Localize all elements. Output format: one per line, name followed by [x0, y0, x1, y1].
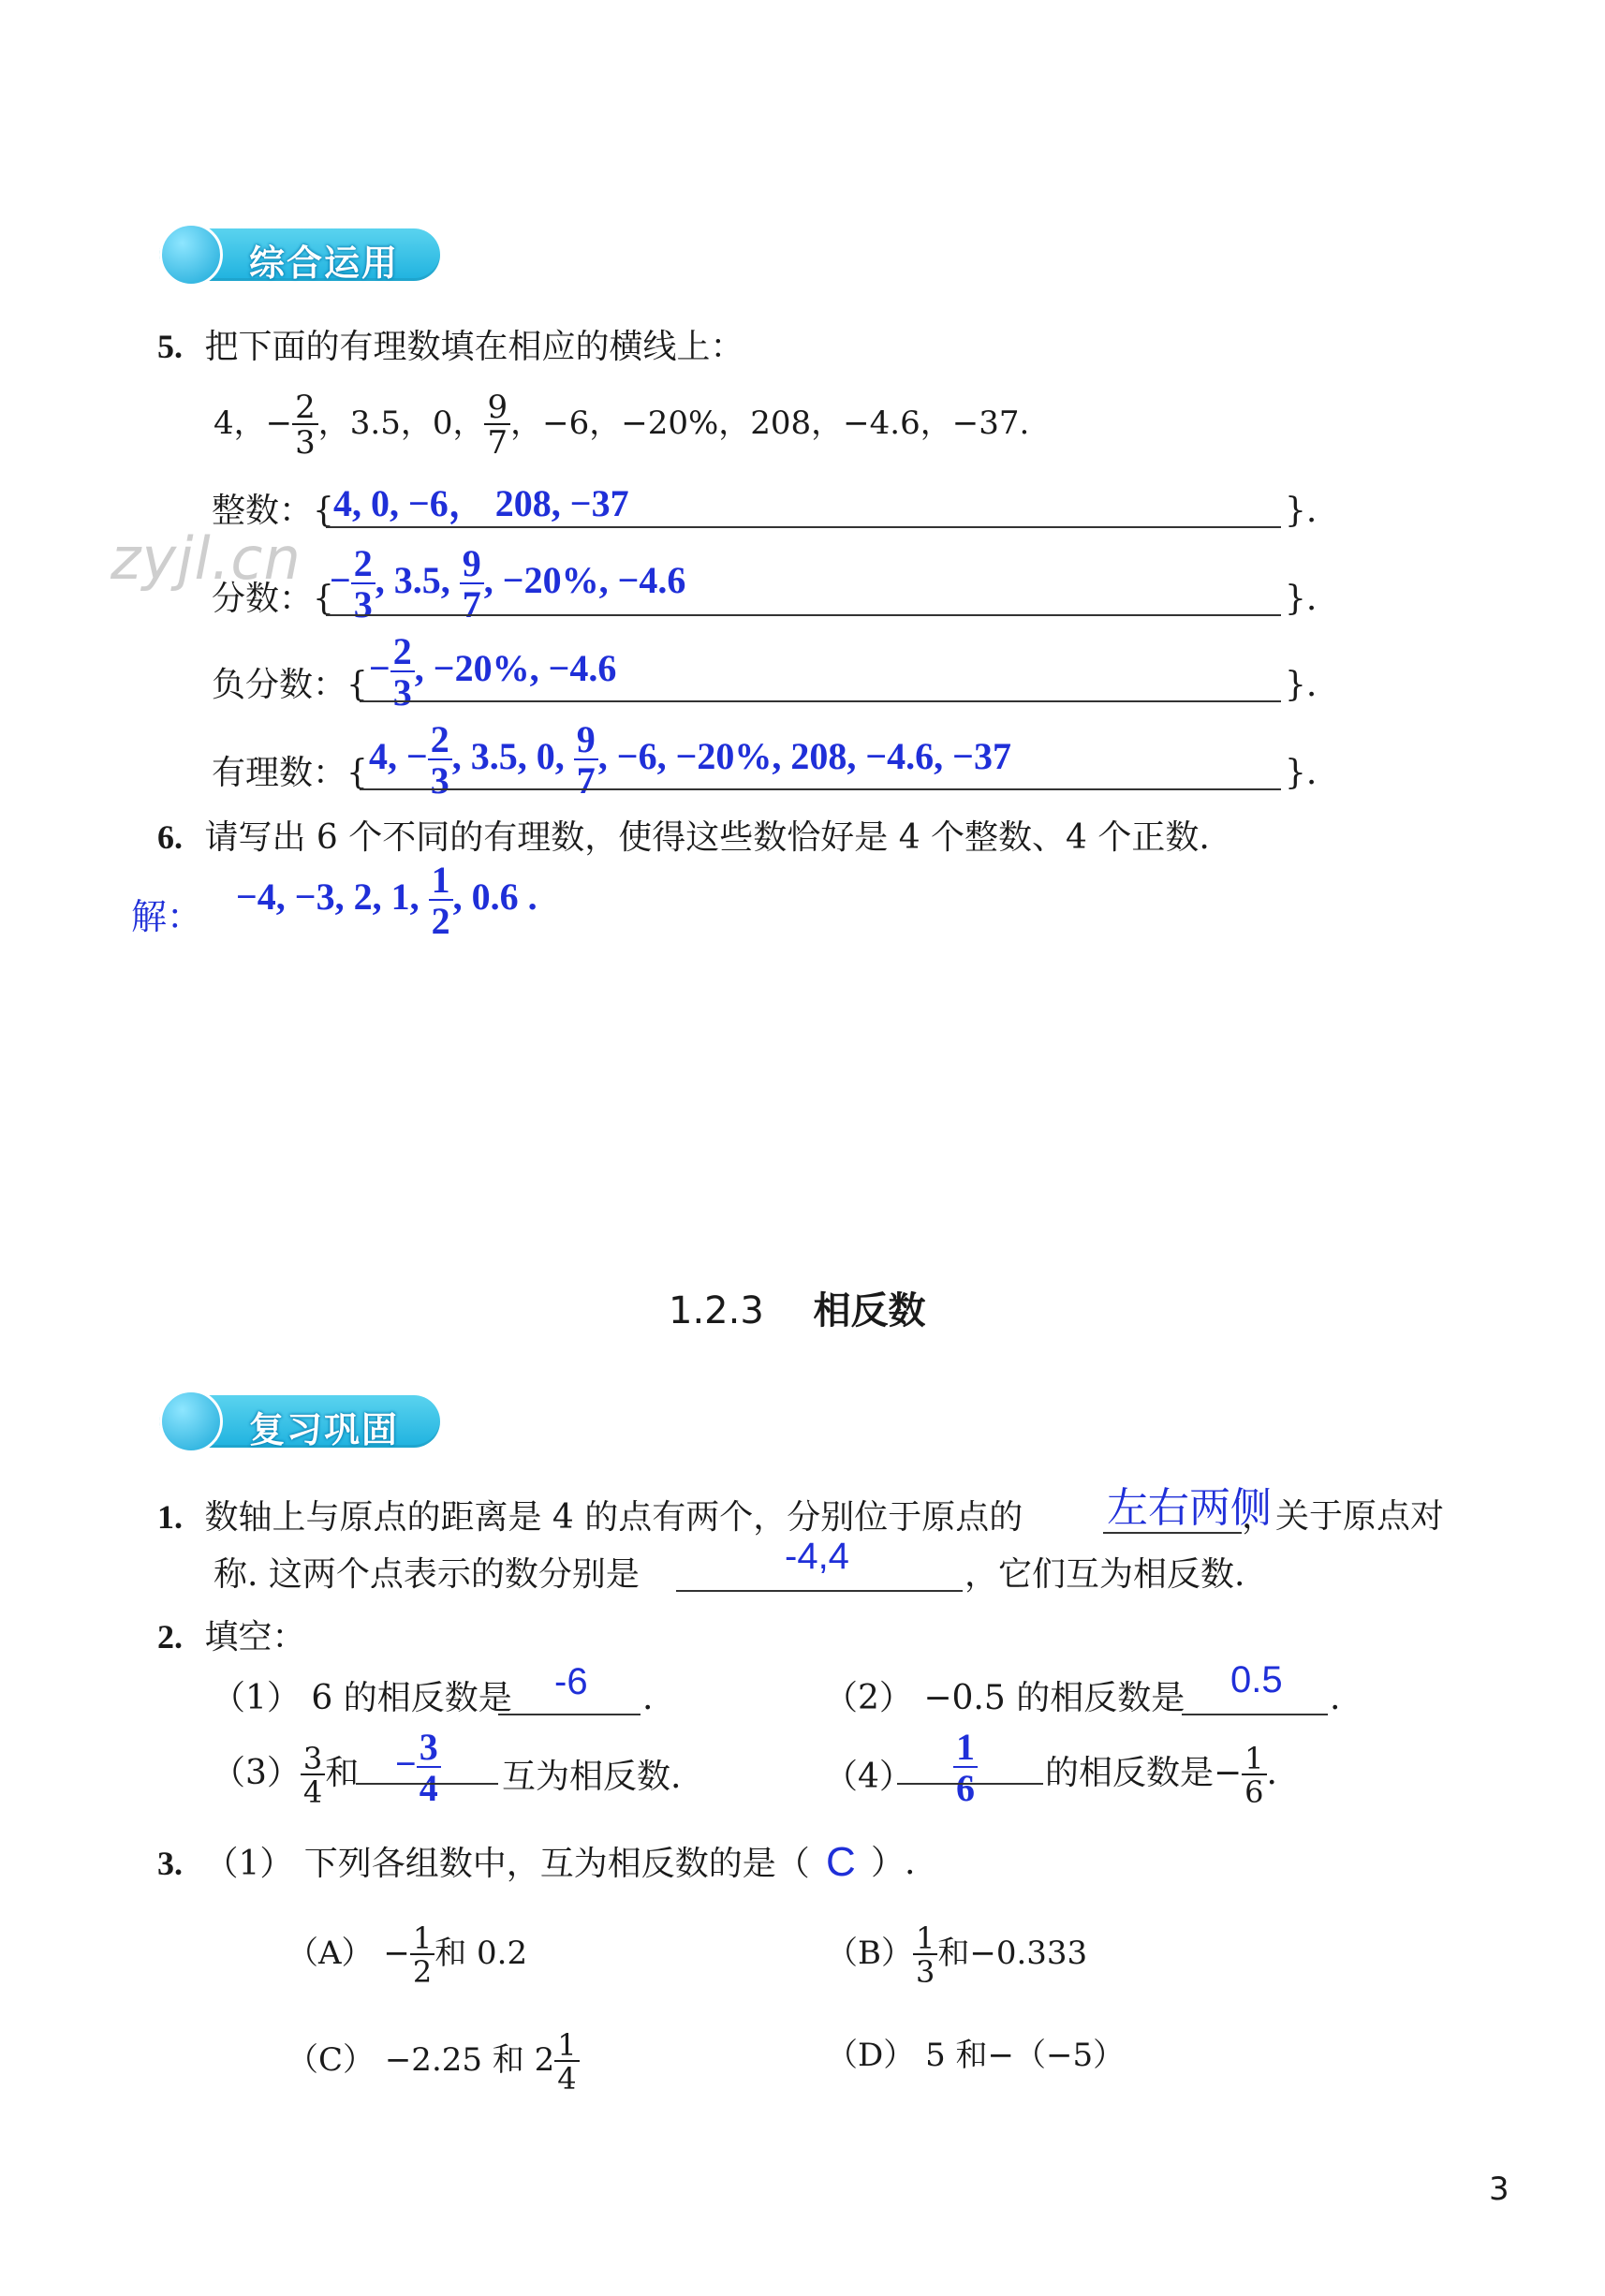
question-number: 3. — [157, 1845, 183, 1882]
numerator: 2 — [392, 630, 412, 672]
choice-answer: C — [826, 1839, 856, 1885]
banner-emblem-icon — [159, 1390, 223, 1453]
row-label: 负分数：{ — [212, 666, 368, 704]
integers-answer: 4, 0, −6， 208, −37 — [333, 482, 629, 524]
denominator: 2 — [410, 1953, 434, 1987]
part-3 — [212, 1741, 360, 1810]
row-close: }. — [1285, 666, 1318, 704]
answer-part-4 — [953, 1726, 978, 1809]
denominator: 7 — [460, 582, 484, 624]
answer-line — [897, 1783, 1043, 1785]
option-label: （D） 5 和−（−5） — [826, 2037, 1126, 2074]
option-label: （C） −2.25 和 2 — [287, 2041, 555, 2079]
fraction — [953, 1726, 978, 1809]
part-end: 互为相反数. — [502, 1758, 682, 1796]
part-4 — [1045, 1741, 1277, 1810]
solution-answer — [236, 861, 537, 940]
fraction — [913, 1921, 937, 1990]
part-end: . — [642, 1679, 654, 1717]
row-label: 分数：{ — [212, 580, 334, 618]
part-text: 的相反数是− — [1045, 1754, 1243, 1792]
fractions-row — [212, 582, 334, 616]
numerator: 2 — [353, 542, 373, 584]
denominator: 4 — [417, 1766, 441, 1807]
question-stem: 填空： — [204, 1618, 306, 1656]
denominator: 4 — [301, 1774, 325, 1807]
question-stem: 请写出 6 个不同的有理数，使得这些数恰好是 4 个整数、4 个正数. — [204, 818, 1210, 857]
heading-title: 相反数 — [813, 1289, 926, 1332]
numerator: 1 — [916, 1921, 935, 1956]
answer-part-3 — [395, 1726, 441, 1809]
denominator: 3 — [428, 758, 452, 800]
fraction — [417, 1726, 441, 1809]
fraction — [460, 542, 484, 626]
part-end: . — [1330, 1679, 1341, 1717]
option-d — [826, 2037, 1126, 2074]
option-label: （A） − — [287, 1935, 410, 1972]
answer-sides: 左右两侧 — [1107, 1485, 1272, 1531]
numerator: 2 — [430, 718, 449, 760]
row-label: 有理数：{ — [212, 754, 368, 792]
question-stem: （1） 下列各组数中，互为相反数的是（ — [204, 1845, 810, 1883]
part-1: （1） 6 的相反数是 — [212, 1679, 512, 1717]
part-end: . — [1266, 1754, 1277, 1792]
heading-number: 1.2.3 — [669, 1289, 764, 1332]
question-stem: 把下面的有理数填在相应的横线上： — [204, 328, 744, 366]
row-close: }. — [1285, 580, 1318, 618]
numerator: 3 — [302, 1741, 323, 1776]
answer-points: -4,4 — [785, 1536, 849, 1577]
denominator: 3 — [351, 582, 375, 624]
part-label: （3） — [212, 1754, 301, 1792]
fraction — [292, 389, 318, 462]
question-number: 2. — [157, 1618, 183, 1656]
answer-text: − — [330, 559, 351, 602]
row-close: }. — [1285, 754, 1318, 792]
numerator: 1 — [557, 2027, 577, 2063]
question-text: ，它们互为相反数. — [964, 1555, 1245, 1594]
question-stem-end: ）. — [871, 1844, 916, 1882]
answer-text: , −20%, −4.6 — [483, 559, 686, 602]
solution-label: 解： — [131, 896, 203, 937]
option-label: （B） — [826, 1935, 913, 1972]
answer-line — [326, 614, 1281, 616]
review-question-1 — [157, 1500, 1023, 1535]
integers-row — [212, 494, 334, 528]
option-text: 和 0.2 — [434, 1935, 528, 1972]
review-question-2 — [157, 1620, 305, 1655]
denominator: 3 — [292, 423, 318, 459]
row-close: }. — [1285, 492, 1318, 530]
review-question-1-line2 — [214, 1555, 640, 1594]
question-number: 6. — [157, 818, 183, 856]
question-text: ，关于原点对 — [1242, 1497, 1445, 1536]
denominator: 3 — [390, 670, 415, 712]
review-question-3 — [157, 1847, 810, 1881]
numerator: 9 — [462, 542, 481, 584]
denominator: 6 — [1242, 1774, 1266, 1807]
list-text: ，3.5，0， — [317, 405, 485, 442]
section-banner-comprehensive — [159, 228, 440, 284]
option-a — [287, 1921, 528, 1990]
watermark: zyjl.cn — [110, 524, 302, 593]
list-text: 4，− — [214, 405, 293, 442]
list-text: ，−6，−20%，208，−4.6，−37. — [510, 405, 1030, 442]
option-b — [826, 1921, 1088, 1990]
part-4-label: （4） — [824, 1758, 913, 1796]
question-number: 1. — [157, 1498, 183, 1536]
fraction — [554, 2027, 579, 2097]
answer-part-2: 0.5 — [1230, 1659, 1283, 1700]
numerator: 9 — [487, 389, 508, 426]
fraction — [429, 861, 453, 940]
question-text: 数轴上与原点的距离是 4 的点有两个，分别位于原点的 — [204, 1498, 1023, 1537]
denominator: 7 — [484, 423, 510, 459]
fraction — [351, 542, 375, 626]
answer-line — [676, 1590, 963, 1592]
answer-text: , 0.6 . — [452, 876, 537, 919]
fraction — [410, 1921, 434, 1990]
fraction — [301, 1741, 325, 1810]
numerator: 2 — [295, 389, 316, 426]
answer-text: , 3.5, 0, — [451, 735, 574, 778]
answer-line — [1182, 1714, 1328, 1715]
answer-text: , −6, −20%, 208, −4.6, −37 — [597, 735, 1011, 778]
numerator: 1 — [431, 859, 450, 901]
answer-text: − — [369, 647, 390, 690]
banner-emblem-icon — [159, 223, 223, 287]
answer-line — [498, 1714, 641, 1715]
answer-line — [360, 788, 1281, 790]
question-text: 称. 这两个点表示的数分别是 — [214, 1555, 640, 1594]
part-text: 和 — [325, 1754, 360, 1792]
fractions-answer — [330, 542, 686, 626]
answer-line — [1103, 1532, 1242, 1534]
denominator: 6 — [953, 1766, 978, 1807]
option-text: 和−0.333 — [937, 1935, 1088, 1972]
answer-text: 4, − — [369, 735, 428, 778]
section-banner-review — [159, 1395, 440, 1448]
denominator: 4 — [554, 2060, 579, 2094]
section-title: 复习巩固 — [249, 1409, 400, 1450]
row-label: 整数：{ — [212, 492, 334, 530]
fraction — [484, 389, 510, 462]
answer-line — [356, 1783, 498, 1785]
answer-text: , −20%, −4.6 — [414, 647, 617, 690]
numerator: 1 — [956, 1726, 975, 1768]
question-6 — [157, 820, 1210, 855]
answer-text: −4, −3, 2, 1, — [236, 876, 429, 919]
numerator: 1 — [1244, 1741, 1264, 1776]
page-number: 3 — [1489, 2171, 1509, 2208]
denominator: 3 — [913, 1953, 937, 1987]
numerator: 1 — [412, 1921, 433, 1956]
answer-line — [360, 700, 1281, 702]
negative-fractions-row — [212, 666, 368, 704]
number-list — [214, 389, 1030, 462]
section-title: 综合运用 — [249, 243, 400, 284]
numerator: 9 — [576, 718, 596, 760]
answer-part-1: -6 — [554, 1661, 588, 1702]
question-number: 5. — [157, 328, 183, 365]
question-5 — [157, 330, 744, 364]
section-heading — [669, 1281, 926, 1334]
answer-line — [326, 526, 1281, 528]
fraction — [1242, 1741, 1266, 1810]
rationals-row — [212, 754, 368, 792]
part-2: （2） −0.5 的相反数是 — [824, 1679, 1185, 1717]
numerator: 3 — [419, 1726, 438, 1768]
denominator: 2 — [429, 899, 453, 940]
answer-text: − — [395, 1743, 417, 1786]
answer-text: , 3.5, — [375, 559, 460, 602]
denominator: 7 — [574, 758, 598, 800]
option-c — [287, 2027, 580, 2097]
